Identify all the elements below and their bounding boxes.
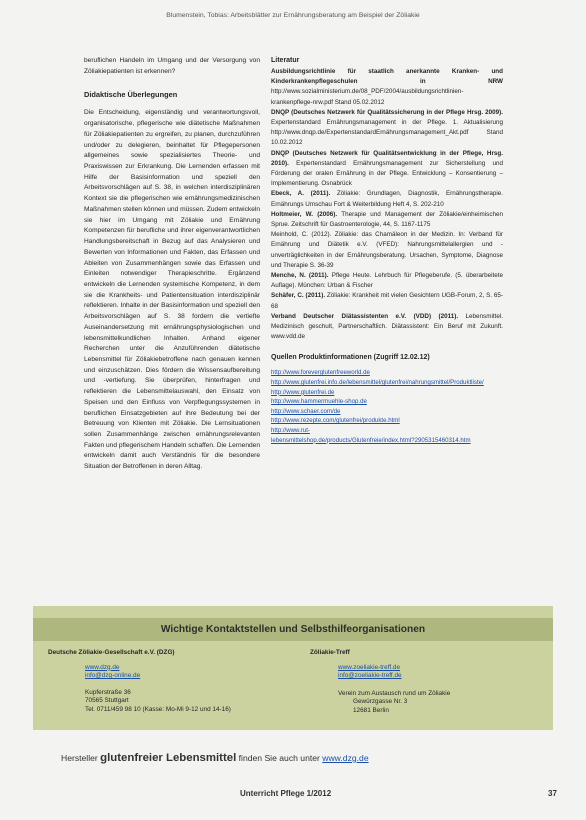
literature-author: Verband Deutscher Diätassistenten e.V. (VDD) (2011). — [271, 312, 459, 320]
literature-text: Pflege Heute. Lehrbuch für Pflegeberufe. (5. überarbeitete Auflage). München: Urban & Fischer — [271, 272, 503, 290]
didactics-body: Die Entscheidung, eigenständig und verantwortungsvoll, organisatorische, pflegerische wie diätetische Maßnahmen für Zöliakiepatienten zu ergreifen, zu planen, durchzuführen und/oder zu delegieren, beinhaltet für Pflegepersonen allgemeines sowie spezialisiertes Theorie- und Praxiswissen zur Erkrankung. Die Lernenden erfassen mit Hilfe der Basisinformation und speziell den Arbeitsvorschlägen auf S. 38, in welchen interdisziplinären Kontext sie die pflegerischen wie ernährungsmedizinischen Maßnahmen stellen können und müssen. Zudem entwickeln sie hier im Umgang mit Zöliakie und Ernährung Kompetenzen für berufliche und ihrer eigenverantwortlichen Handlungsbereitschaft in Bezug auf das Analysieren und Bewerten von Informationen und Fakten, das Erfassen und Ableiten von Zusammenhängen sowie das Erfassen und Einleiten notwendiger Therapieschritte. Ergänzend entwickeln die Lernenden systemische Kompetenz, in dem sie die Krankheits- und Patientensituation interdisziplinär reflektieren. Inhalte in der Basisinformation und speziell den Arbeitsvorschlägen auf S. 38 fordern die vertiefte Auseinandersetzung mit ernährungsphysiologischen und lebensmittelkundlichen Inhalten. Anhand eigener Recherchen unter die Anzuführenden diätetische Lebensmittel für Zöliakiebetroffene nach genauen kennen und einzuschätzen. Dies fördern die Wissensaufbereitung und -vertiefung. Sie überprüfen, hinterfragen und reflektieren die Lebensmittelauswahl, den Einsatz von Speisen und den Einfluss von Verpflegungssystemen in beruflichen Einsatzgebieten auf ihre Bedeutung bei der Betreuung von Klienten mit Zöliakie. Die Lernsituationen sollen Zusammenhänge zwischen ernährungsrelevanten Fakten und pflegerischem Handeln schaffen. Die Lernenden entwickeln damit auch Verständnis für die besondere Situation der Betroffenen in deren Alltag. — [84, 109, 260, 471]
intro-text: beruflichen Handeln im Umgang und der Versorgung von Zöliakiepatienten ist erkennen? — [84, 57, 260, 75]
product-info-link[interactable]: lebensmittelshop.de/products/Glutenfreie/index.html?2905315460314.htm — [271, 436, 471, 444]
literature-entry — [271, 291, 503, 311]
literature-author: DNQP (Deutsches Netzwerk für Qualitätsentwicklung in der Pflege, Hrsg. 2010). — [271, 149, 503, 167]
contact-box-title: Wichtige Kontaktstellen und Selbsthilfeorganisationen — [33, 618, 553, 641]
product-info-link[interactable]: http://www.schaer.com/de — [271, 407, 341, 415]
literature-entry — [271, 210, 503, 230]
treff-note: Verein zum Austausch rund um Zöliakie — [338, 689, 451, 697]
literature-author: Menche, N. (2011). — [271, 272, 329, 280]
literature-author: Ausbildungsrichtlinie für staatlich anerkannte Kranken- und Kinderkrankenpflegeschulen in NRW — [271, 68, 503, 86]
product-info-link[interactable]: http://www.rezepte.com/glutenfrei/produkte.html — [271, 417, 400, 425]
literature-author: DNQP (Deutsches Netzwerk für Qualitätssicherung in der Pflege Hrsg. 2009). — [271, 108, 503, 116]
literature-text: Lebensmittel. Medizinisch geschult, Partnerschaftlich. Diätassistent: Ein Beruf mit Zukunft. www.vdd.de — [271, 312, 504, 341]
treff-org-name: Zöliakie-Treff — [310, 649, 350, 656]
literature-text: Expertenstandard Ernährungsmanagement zur Sicherstellung und Förderung der oralen Ernährung in der Pflege. Entwicklung – Konsentierung – Implementierung. Osnabrück — [271, 159, 503, 188]
literature-text: Therapie und Management der Zöliakie/einheimischen Sprue. Zeitschrift für Gastroenterologie, 44, S. 1167-1175 — [271, 210, 503, 229]
dzg-website-link[interactable]: www.dzg.de — [85, 663, 120, 671]
product-info-link[interactable]: http://www.foreverglutenfreeworld.de — [271, 369, 370, 377]
treff-street: Gewürzgasse Nr. 3 — [353, 698, 408, 706]
product-info-link[interactable]: http://www.glutenfrei.info.de/lebensmittel/glutenfrei/nahrungsmittel/Produktliste/ — [271, 379, 484, 387]
treff-city: 12681 Berlin — [353, 706, 389, 714]
dzg-address — [48, 689, 288, 715]
literature-author: Ebeck, A. (2011). — [271, 190, 331, 198]
manufacturer-promo — [61, 752, 369, 764]
literature-entry — [271, 149, 503, 190]
treff-address — [310, 690, 540, 716]
literature-text: http://www.sozialministerium.de/08_PDF/2004/ausbildungsrichtlinien-krankenpflege-nrw.pdf Stand 05.02.2012 — [271, 88, 464, 106]
literature-author: Schäfer, C. (2011). — [271, 292, 326, 300]
literature-entry — [271, 189, 503, 209]
literature-entry — [271, 271, 503, 291]
literature-text: Meinhold, C. (2012). Zöliakie: das Chamäleon in der Medizin. In: Verband für Ernährung und Diätetik e.V. (VFED): Nahrungsmittelallergien und -unverträglichkeiten in der Ernährungsberatung. Ursachen, Symptome, Diagnose und Therapie S. 36-39 — [271, 231, 503, 269]
product-info-link[interactable]: http://www.glutenfrei.de — [271, 388, 335, 396]
literature-list — [271, 67, 503, 342]
promo-link[interactable]: www.dzg.de — [322, 753, 369, 763]
treff-email-link[interactable]: info@zoeliakie-treff.de — [338, 672, 402, 680]
promo-prefix: Hersteller — [61, 753, 101, 763]
product-info-link[interactable]: http://www.rut- — [271, 427, 310, 435]
left-column — [84, 56, 260, 473]
running-header: Blumenstein, Tobias: Arbeitsblätter zur Ernährungsberatung am Beispiel der Zöliakie — [166, 12, 420, 19]
literature-text: Zöliakie: Krankheit mit vielen Gesichtern UGB-Forum, 2, S. 65-68 — [271, 292, 504, 310]
treff-website-link[interactable]: www.zoeliakie-treff.de — [338, 663, 401, 671]
section-heading-didactics: Didaktische Überlegungen — [84, 90, 178, 100]
dzg-city: 70565 Stuttgart — [85, 697, 129, 705]
dzg-email-link[interactable]: info@dzg-online.de — [85, 672, 141, 680]
literature-text: Expertenstandard Ernährungsmanagement in der Pflege. 1. Aktualisierung http://www.dnqp.de/ExpertenstandardErnährungsmanagement_Akt.pdf Stand 10.02.2012 — [271, 119, 503, 147]
literature-text: Zöliakie: Grundlagen, Diagnostik, Ernährungstherapie. Ernährungs Umschau Fort & Weiterbildung Heft 4, S. 202-210 — [271, 190, 504, 208]
literature-author: Holtmeier, W. (2006). — [271, 210, 338, 218]
promo-suffix: finden Sie auch unter — [236, 753, 323, 763]
right-column — [271, 56, 503, 445]
contact-treff — [310, 649, 540, 716]
product-links — [271, 368, 503, 445]
page-number: 37 — [548, 789, 557, 798]
literature-heading: Literatur — [271, 57, 300, 64]
sources-heading: Quellen Produktinformationen (Zugriff 12.02.12) — [271, 354, 430, 362]
dzg-org-name: Deutsche Zöliakie-Gesellschaft e.V. (DZG) — [48, 649, 175, 656]
literature-entry — [271, 230, 503, 271]
contact-box — [33, 606, 553, 730]
promo-highlight: glutenfreier Lebensmittel — [100, 752, 237, 764]
literature-entry — [271, 108, 503, 149]
dzg-phone: Tel. 0711/459 98 10 (Kasse: Mo-Mi 9-12 und 14-16) — [85, 705, 231, 713]
contact-dzg — [48, 649, 288, 715]
footer-journal: Unterricht Pflege 1/2012 — [240, 789, 332, 798]
literature-entry — [271, 67, 503, 108]
literature-entry — [271, 312, 503, 343]
product-info-link[interactable]: http://www.hammermuehle-shop.de — [271, 398, 367, 406]
dzg-street: Kupferstraße 36 — [85, 688, 131, 696]
